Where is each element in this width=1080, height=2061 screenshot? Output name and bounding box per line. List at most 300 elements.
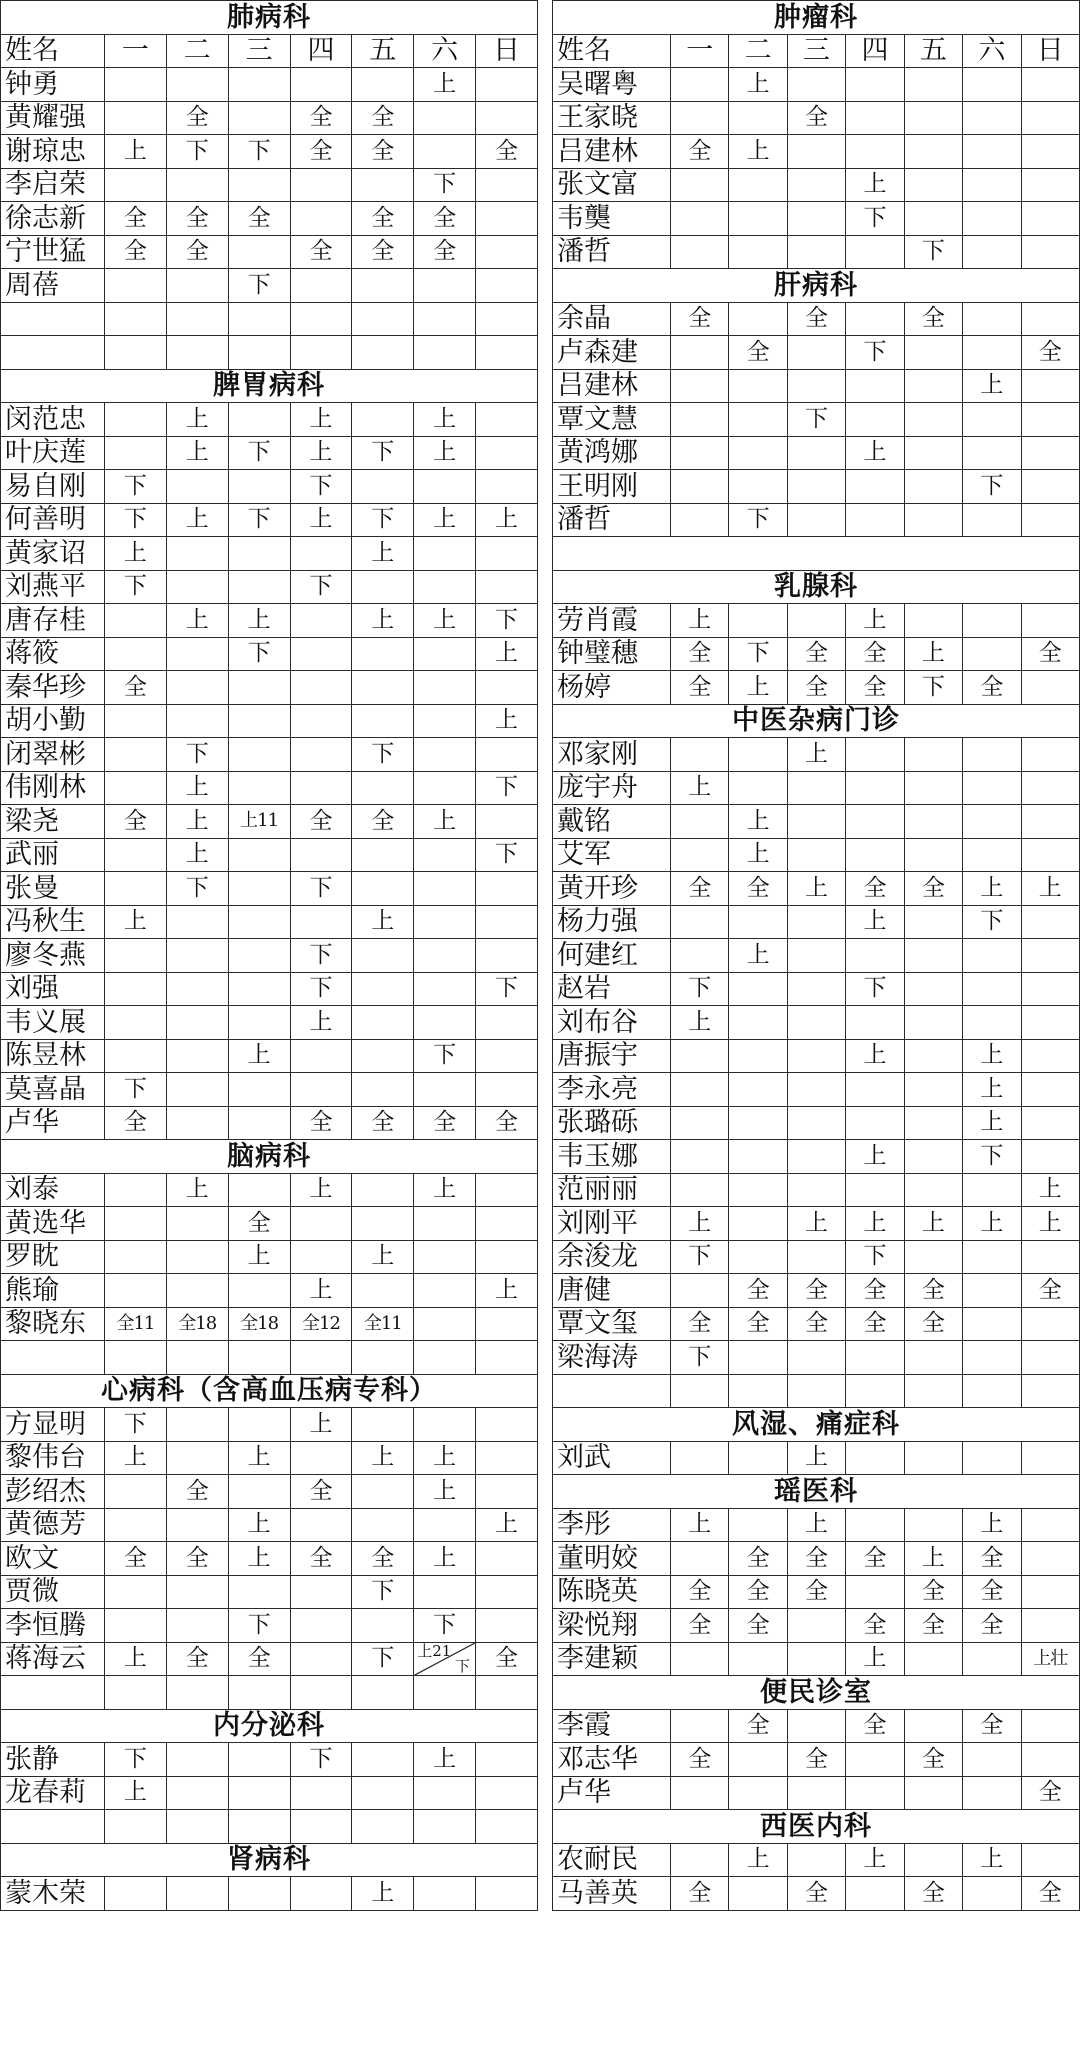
shift-cell bbox=[729, 369, 787, 403]
doctor-schedule-row bbox=[553, 1743, 1080, 1777]
shift-cell bbox=[904, 1441, 962, 1475]
shift-cell bbox=[290, 1039, 352, 1073]
shift-cell: 全 bbox=[414, 202, 476, 236]
shift-cell bbox=[352, 1743, 414, 1777]
shift-cell bbox=[105, 939, 167, 973]
shift-cell: 上 bbox=[228, 1542, 290, 1576]
doctor-name: 余晶 bbox=[553, 302, 671, 336]
shift-cell: 上 bbox=[729, 135, 787, 169]
shift-cell bbox=[290, 1810, 352, 1844]
department-section-row bbox=[1, 1709, 538, 1743]
doctor-schedule-row bbox=[1, 771, 538, 805]
shift-cell: 全 bbox=[352, 805, 414, 839]
department-section-row bbox=[553, 1676, 1080, 1710]
shift-cell bbox=[352, 771, 414, 805]
shift-cell: 全 bbox=[671, 135, 729, 169]
shift-cell bbox=[671, 101, 729, 135]
shift-cell: 上 bbox=[1021, 1207, 1079, 1241]
shift-cell bbox=[166, 1006, 228, 1040]
shift-cell: 上 bbox=[787, 738, 845, 772]
shift-cell bbox=[476, 1006, 538, 1040]
shift-cell bbox=[671, 805, 729, 839]
shift-cell bbox=[963, 1441, 1021, 1475]
shift-cell bbox=[963, 637, 1021, 671]
shift-cell bbox=[904, 1039, 962, 1073]
doctor-schedule-row bbox=[1, 1776, 538, 1810]
shift-cell: 全 bbox=[1021, 1877, 1079, 1911]
shift-cell: 全 bbox=[671, 637, 729, 671]
department-section-row bbox=[1, 1140, 538, 1174]
shift-cell bbox=[105, 1508, 167, 1542]
shift-cell bbox=[1021, 939, 1079, 973]
shift-cell bbox=[1021, 1542, 1079, 1576]
doctor-name: 黄开珍 bbox=[553, 872, 671, 906]
doctor-schedule-row bbox=[553, 972, 1080, 1006]
shift-cell: 上 bbox=[166, 403, 228, 437]
doctor-schedule-row bbox=[1, 470, 538, 504]
shift-cell bbox=[228, 302, 290, 336]
left-column-table bbox=[0, 0, 538, 1911]
doctor-name: 叶庆莲 bbox=[1, 436, 105, 470]
shift-cell bbox=[729, 101, 787, 135]
doctor-schedule-row bbox=[1, 202, 538, 236]
shift-cell bbox=[166, 1877, 228, 1911]
doctor-name: 王明刚 bbox=[553, 470, 671, 504]
shift-cell bbox=[352, 470, 414, 504]
doctor-schedule-row bbox=[553, 805, 1080, 839]
shift-cell: 下 bbox=[352, 436, 414, 470]
doctor-schedule-row bbox=[1, 604, 538, 638]
shift-cell bbox=[787, 336, 845, 370]
shift-cell bbox=[729, 1642, 787, 1676]
shift-cell bbox=[1021, 235, 1079, 269]
doctor-schedule-row bbox=[553, 1508, 1080, 1542]
shift-cell: 下 bbox=[105, 570, 167, 604]
shift-cell bbox=[1021, 135, 1079, 169]
doctor-name: 农耐民 bbox=[553, 1843, 671, 1877]
shift-cell bbox=[787, 503, 845, 537]
shift-cell bbox=[228, 336, 290, 370]
doctor-name: 邓志华 bbox=[553, 1743, 671, 1777]
shift-cell bbox=[476, 1810, 538, 1844]
shift-cell bbox=[787, 1073, 845, 1107]
weekday-header-row bbox=[1, 34, 538, 68]
shift-cell bbox=[414, 470, 476, 504]
doctor-name: 梁尧 bbox=[1, 805, 105, 839]
doctor-schedule-row bbox=[1, 805, 538, 839]
shift-cell bbox=[963, 68, 1021, 102]
shift-cell bbox=[105, 336, 167, 370]
shift-cell: 上 bbox=[1021, 1173, 1079, 1207]
shift-cell bbox=[729, 1743, 787, 1777]
department-title: 脾胃病科 bbox=[1, 369, 538, 403]
shift-cell: 上 bbox=[963, 1207, 1021, 1241]
doctor-schedule-row bbox=[553, 1374, 1080, 1408]
shift-cell: 全 bbox=[963, 1709, 1021, 1743]
shift-cell bbox=[1021, 436, 1079, 470]
shift-cell bbox=[671, 1274, 729, 1308]
shift-cell bbox=[105, 1006, 167, 1040]
doctor-name: 蒋筱 bbox=[1, 637, 105, 671]
shift-cell bbox=[1021, 1575, 1079, 1609]
shift-cell bbox=[166, 1609, 228, 1643]
doctor-schedule-row bbox=[1, 235, 538, 269]
shift-cell: 上 bbox=[414, 1542, 476, 1576]
shift-cell bbox=[671, 470, 729, 504]
doctor-name: 黄鸿娜 bbox=[553, 436, 671, 470]
shift-cell bbox=[846, 403, 904, 437]
shift-cell: 上 bbox=[1021, 872, 1079, 906]
shift-cell bbox=[290, 1609, 352, 1643]
shift-cell: 上 bbox=[846, 1039, 904, 1073]
shift-cell: 上 bbox=[228, 1508, 290, 1542]
shift-cell bbox=[105, 302, 167, 336]
doctor-name: 龙春莉 bbox=[1, 1776, 105, 1810]
shift-cell bbox=[414, 1508, 476, 1542]
shift-cell bbox=[963, 1374, 1021, 1408]
shift-cell: 全 bbox=[352, 202, 414, 236]
shift-cell bbox=[228, 1274, 290, 1308]
shift-cell: 下 bbox=[671, 1240, 729, 1274]
department-title: 心病科（含高血压病专科） bbox=[1, 1374, 538, 1408]
name-column-header: 姓名 bbox=[553, 34, 671, 68]
shift-cell bbox=[352, 168, 414, 202]
shift-cell: 全 bbox=[105, 1106, 167, 1140]
shift-cell bbox=[904, 1508, 962, 1542]
shift-cell: 全 bbox=[671, 1609, 729, 1643]
shift-cell bbox=[166, 905, 228, 939]
shift-cell: 上 bbox=[105, 135, 167, 169]
shift-cell bbox=[352, 1274, 414, 1308]
shift-cell bbox=[904, 905, 962, 939]
shift-cell bbox=[1021, 202, 1079, 236]
shift-cell: 下 bbox=[352, 1575, 414, 1609]
shift-cell: 上 bbox=[963, 872, 1021, 906]
doctor-name: 徐志新 bbox=[1, 202, 105, 236]
doctor-name: 卢华 bbox=[1, 1106, 105, 1140]
doctor-schedule-row bbox=[553, 1140, 1080, 1174]
shift-cell bbox=[1021, 1106, 1079, 1140]
shift-cell bbox=[787, 604, 845, 638]
doctor-schedule-row bbox=[553, 1341, 1080, 1375]
shift-cell bbox=[228, 872, 290, 906]
doctor-name: 钟勇 bbox=[1, 68, 105, 102]
shift-cell: 上 bbox=[414, 436, 476, 470]
shift-cell: 全11 bbox=[105, 1307, 167, 1341]
shift-cell bbox=[787, 1106, 845, 1140]
shift-cell bbox=[228, 1408, 290, 1442]
shift-cell: 上 bbox=[352, 604, 414, 638]
shift-cell bbox=[904, 68, 962, 102]
shift-cell bbox=[290, 838, 352, 872]
department-title: 中医杂病门诊 bbox=[553, 704, 1080, 738]
shift-cell bbox=[228, 939, 290, 973]
shift-cell bbox=[963, 1240, 1021, 1274]
shift-cell: 下 bbox=[352, 503, 414, 537]
shift-cell bbox=[105, 168, 167, 202]
shift-cell bbox=[1021, 369, 1079, 403]
shift-cell bbox=[671, 436, 729, 470]
shift-cell bbox=[166, 1575, 228, 1609]
doctor-schedule-row bbox=[1, 1173, 538, 1207]
shift-cell bbox=[414, 939, 476, 973]
doctor-schedule-row bbox=[553, 1609, 1080, 1643]
shift-cell: 全 bbox=[228, 202, 290, 236]
shift-cell bbox=[476, 1542, 538, 1576]
shift-cell: 下 bbox=[290, 972, 352, 1006]
shift-cell: 下 bbox=[846, 1240, 904, 1274]
shift-cell: 上 bbox=[290, 436, 352, 470]
doctor-name: 唐健 bbox=[553, 1274, 671, 1308]
shift-cell: 全 bbox=[904, 1307, 962, 1341]
shift-cell bbox=[904, 604, 962, 638]
shift-cell: 上 bbox=[787, 1441, 845, 1475]
shift-cell bbox=[228, 403, 290, 437]
shift-cell: 下 bbox=[671, 972, 729, 1006]
doctor-schedule-row bbox=[1, 1274, 538, 1308]
shift-cell bbox=[166, 972, 228, 1006]
shift-cell bbox=[1021, 1609, 1079, 1643]
shift-cell bbox=[904, 503, 962, 537]
shift-cell bbox=[846, 771, 904, 805]
doctor-schedule-row bbox=[1, 168, 538, 202]
department-title: 西医内科 bbox=[553, 1810, 1080, 1844]
shift-cell bbox=[963, 805, 1021, 839]
shift-cell bbox=[228, 1810, 290, 1844]
shift-cell bbox=[352, 838, 414, 872]
doctor-schedule-row bbox=[553, 671, 1080, 705]
shift-cell: 上 bbox=[290, 1173, 352, 1207]
shift-cell: 下 bbox=[228, 135, 290, 169]
shift-cell: 全 bbox=[290, 1475, 352, 1509]
shift-cell bbox=[105, 604, 167, 638]
doctor-name: 刘布谷 bbox=[553, 1006, 671, 1040]
shift-cell bbox=[290, 1073, 352, 1107]
shift-cell: 下 bbox=[228, 637, 290, 671]
shift-cell bbox=[846, 1006, 904, 1040]
shift-cell bbox=[963, 1776, 1021, 1810]
doctor-name: 陈昱林 bbox=[1, 1039, 105, 1073]
doctor-name: 覃文玺 bbox=[553, 1307, 671, 1341]
shift-cell: 上 bbox=[166, 838, 228, 872]
doctor-schedule-row bbox=[1, 1676, 538, 1710]
doctor-name bbox=[1, 1676, 105, 1710]
shift-cell bbox=[290, 1575, 352, 1609]
weekday-header: 三 bbox=[228, 34, 290, 68]
shift-cell: 下 bbox=[105, 503, 167, 537]
doctor-schedule-row bbox=[553, 1307, 1080, 1341]
doctor-schedule-row bbox=[553, 738, 1080, 772]
shift-cell: 全 bbox=[476, 1642, 538, 1676]
shift-cell: 全 bbox=[290, 805, 352, 839]
shift-cell bbox=[476, 1877, 538, 1911]
shift-cell bbox=[787, 436, 845, 470]
shift-cell: 上 bbox=[290, 403, 352, 437]
shift-cell: 全 bbox=[846, 1542, 904, 1576]
shift-cell: 全 bbox=[352, 135, 414, 169]
shift-cell bbox=[228, 1106, 290, 1140]
doctor-schedule-row bbox=[553, 135, 1080, 169]
shift-cell bbox=[671, 1140, 729, 1174]
shift-cell bbox=[414, 1810, 476, 1844]
shift-cell bbox=[729, 771, 787, 805]
shift-cell: 全11 bbox=[352, 1307, 414, 1341]
shift-cell bbox=[904, 1106, 962, 1140]
shift-cell bbox=[729, 1776, 787, 1810]
doctor-schedule-row bbox=[1, 570, 538, 604]
shift-cell bbox=[1021, 101, 1079, 135]
department-section-row bbox=[553, 1810, 1080, 1844]
shift-cell bbox=[166, 1810, 228, 1844]
shift-cell bbox=[105, 68, 167, 102]
doctor-schedule-row bbox=[1, 1441, 538, 1475]
shift-cell: 上 bbox=[228, 1240, 290, 1274]
shift-cell bbox=[671, 1073, 729, 1107]
shift-cell bbox=[1021, 503, 1079, 537]
doctor-name: 何建红 bbox=[553, 939, 671, 973]
shift-cell: 上 bbox=[846, 1843, 904, 1877]
shift-cell: 上 bbox=[166, 805, 228, 839]
doctor-name: 卢华 bbox=[553, 1776, 671, 1810]
doctor-schedule-row bbox=[1, 302, 538, 336]
weekday-header: 二 bbox=[729, 34, 787, 68]
shift-cell bbox=[963, 1743, 1021, 1777]
shift-cell bbox=[476, 235, 538, 269]
shift-cell bbox=[846, 1776, 904, 1810]
department-title: 风湿、痛症科 bbox=[553, 1408, 1080, 1442]
shift-cell bbox=[476, 101, 538, 135]
shift-cell bbox=[963, 972, 1021, 1006]
shift-cell bbox=[729, 738, 787, 772]
doctor-name: 卢森建 bbox=[553, 336, 671, 370]
shift-cell: 上 bbox=[290, 503, 352, 537]
shift-cell bbox=[352, 1073, 414, 1107]
shift-cell bbox=[352, 1408, 414, 1442]
shift-cell bbox=[787, 369, 845, 403]
shift-cell: 上壮 bbox=[1021, 1642, 1079, 1676]
doctor-schedule-row bbox=[1, 872, 538, 906]
doctor-name: 秦华珍 bbox=[1, 671, 105, 705]
shift-cell: 全 bbox=[787, 1542, 845, 1576]
shift-cell: 全 bbox=[787, 637, 845, 671]
shift-cell: 上 bbox=[166, 771, 228, 805]
shift-cell bbox=[414, 336, 476, 370]
shift-cell bbox=[414, 101, 476, 135]
shift-cell bbox=[963, 738, 1021, 772]
shift-cell bbox=[1021, 302, 1079, 336]
shift-cell bbox=[476, 403, 538, 437]
shift-cell bbox=[105, 1676, 167, 1710]
shift-cell bbox=[228, 470, 290, 504]
right-schedule-column bbox=[552, 0, 1080, 1911]
shift-cell: 全 bbox=[414, 235, 476, 269]
shift-cell: 下 bbox=[166, 872, 228, 906]
shift-cell bbox=[1021, 1709, 1079, 1743]
shift-cell bbox=[414, 537, 476, 571]
shift-cell bbox=[166, 1776, 228, 1810]
shift-cell bbox=[476, 1676, 538, 1710]
shift-cell: 上 bbox=[729, 805, 787, 839]
shift-cell bbox=[228, 905, 290, 939]
shift-cell: 下 bbox=[414, 1039, 476, 1073]
shift-cell bbox=[846, 369, 904, 403]
doctor-schedule-row bbox=[553, 939, 1080, 973]
shift-cell bbox=[476, 336, 538, 370]
shift-cell: 上 bbox=[105, 1441, 167, 1475]
shift-cell bbox=[729, 1508, 787, 1542]
shift-cell bbox=[787, 1006, 845, 1040]
shift-cell bbox=[352, 1776, 414, 1810]
shift-cell bbox=[846, 1341, 904, 1375]
shift-cell: 全 bbox=[846, 637, 904, 671]
split-shift-cell bbox=[414, 1642, 476, 1676]
shift-cell: 全 bbox=[729, 1274, 787, 1308]
shift-cell bbox=[105, 1207, 167, 1241]
shift-cell bbox=[787, 838, 845, 872]
shift-cell bbox=[105, 838, 167, 872]
shift-cell bbox=[290, 168, 352, 202]
shift-cell bbox=[476, 1341, 538, 1375]
shift-cell bbox=[963, 302, 1021, 336]
shift-cell bbox=[414, 1006, 476, 1040]
shift-cell: 上 bbox=[414, 1743, 476, 1777]
shift-cell bbox=[228, 1676, 290, 1710]
shift-cell bbox=[1021, 1039, 1079, 1073]
department-title: 内分泌科 bbox=[1, 1709, 538, 1743]
shift-cell: 下 bbox=[414, 168, 476, 202]
shift-cell: 全 bbox=[729, 872, 787, 906]
doctor-schedule-row bbox=[553, 503, 1080, 537]
shift-cell bbox=[166, 1240, 228, 1274]
doctor-schedule-row bbox=[553, 336, 1080, 370]
shift-cell bbox=[729, 1140, 787, 1174]
shift-cell bbox=[1021, 771, 1079, 805]
shift-cell bbox=[414, 704, 476, 738]
shift-cell bbox=[963, 604, 1021, 638]
shift-cell bbox=[476, 872, 538, 906]
doctor-name: 董明姣 bbox=[553, 1542, 671, 1576]
shift-cell: 上 bbox=[166, 1173, 228, 1207]
shift-cell: 上 bbox=[729, 838, 787, 872]
shift-cell: 全 bbox=[352, 1542, 414, 1576]
doctor-name: 韦龑 bbox=[553, 202, 671, 236]
doctor-schedule-row bbox=[1, 1006, 538, 1040]
shift-cell bbox=[352, 671, 414, 705]
shift-cell bbox=[290, 1676, 352, 1710]
shift-cell: 上 bbox=[671, 771, 729, 805]
shift-cell bbox=[166, 1207, 228, 1241]
shift-cell bbox=[105, 1039, 167, 1073]
doctor-schedule-row bbox=[1, 637, 538, 671]
doctor-name: 冯秋生 bbox=[1, 905, 105, 939]
doctor-schedule-row bbox=[553, 403, 1080, 437]
doctor-name: 刘刚平 bbox=[553, 1207, 671, 1241]
shift-cell bbox=[166, 336, 228, 370]
shift-cell: 上 bbox=[963, 1508, 1021, 1542]
shift-cell bbox=[904, 805, 962, 839]
shift-cell: 下 bbox=[228, 1609, 290, 1643]
shift-cell bbox=[1021, 1843, 1079, 1877]
shift-cell bbox=[671, 1106, 729, 1140]
shift-cell bbox=[290, 1441, 352, 1475]
doctor-schedule-row bbox=[553, 1106, 1080, 1140]
shift-cell bbox=[105, 771, 167, 805]
doctor-schedule-row bbox=[553, 369, 1080, 403]
shift-cell bbox=[105, 101, 167, 135]
shift-cell bbox=[228, 1341, 290, 1375]
shift-cell bbox=[105, 704, 167, 738]
shift-cell bbox=[476, 1207, 538, 1241]
